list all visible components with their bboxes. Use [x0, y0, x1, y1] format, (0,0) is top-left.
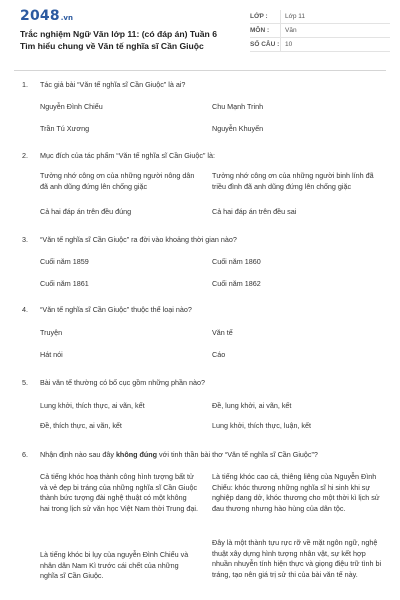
option-d[interactable]: Cáo	[212, 350, 226, 359]
option-b[interactable]: Chu Mạnh Trinh	[212, 102, 264, 111]
option-b[interactable]: Là tiếng khóc cao cả, thiêng liêng của Nguyễn Đình Chiểu: khóc thương những nghĩa sĩ hi sinh khi sự nghiệp dang dở, khóc thương cho một thời kì lịch sử đau thương nhưng hào hùng của dân tộc.	[212, 472, 380, 513]
question-text: “Văn tế nghĩa sĩ Cần Giuộc” thuộc thể loại nào?	[40, 305, 192, 314]
question-text-emphasis: không đúng	[115, 450, 158, 459]
meta-label: MÔN :	[250, 27, 270, 34]
option-a[interactable]: Cuối năm 1859	[40, 257, 89, 266]
option-d[interactable]: Đây là một thành tựu rực rỡ về mặt ngôn ngữ, nghệ thuật xây dựng hình tượng nhân vật, sự kết hợp nhuần nhuyễn tính hiện thực và giọng điệu trữ tình bi tráng, tạo nên giá trị sử thi của bài văn tế này.	[212, 538, 382, 579]
question-number: 4.	[22, 305, 28, 314]
header-divider	[14, 70, 386, 71]
question-text: “Văn tế nghĩa sĩ Cần Giuộc” ra đời vào khoảng thời gian nào?	[40, 235, 237, 244]
meta-row-class	[250, 10, 390, 24]
meta-row-subject	[250, 24, 390, 38]
option-c[interactable]: Cả hai đáp án trên đều đúng	[40, 207, 132, 216]
option-a[interactable]: Truyện	[40, 328, 63, 337]
option-b[interactable]: Tưởng nhớ công ơn của những người binh lính đã triều đình đã anh dũng đứng lên chống giặc	[212, 171, 374, 191]
option-c[interactable]: Trần Tú Xương	[40, 124, 90, 133]
page-title: Trắc nghiệm Ngữ Văn lớp 11: (có đáp án) Tuần 6 Tìm hiểu chung về Văn tế nghĩa sĩ Cần Giuộc	[20, 29, 217, 51]
header	[0, 0, 400, 64]
question-number: 5.	[22, 378, 28, 387]
meta-value: 10	[280, 38, 292, 51]
logo-suffix: .vn	[60, 14, 73, 22]
option-a[interactable]: Lung khởi, thích thực, ai vãn, kết	[40, 401, 145, 410]
question-text: Mục đích của tác phẩm “Văn tế nghĩa sĩ Cần Giuộc” là:	[40, 151, 215, 160]
option-b[interactable]: Cuối năm 1860	[212, 257, 261, 266]
option-c[interactable]: Hát nói	[40, 350, 63, 359]
question-number: 2.	[22, 151, 28, 160]
option-b[interactable]: Đề, lung khởi, ai vãn, kết	[212, 401, 292, 410]
option-c[interactable]: Cuối năm 1861	[40, 279, 89, 288]
meta-row-count	[250, 38, 390, 52]
question-number: 1.	[22, 80, 28, 89]
meta-label: LỚP :	[250, 13, 268, 20]
option-c[interactable]: Đề, thích thực, ai vãn, kết	[40, 421, 122, 430]
option-c[interactable]: Là tiếng khóc bi lụy của nguyễn Đình Chiểu và nhân dân Nam Kì trước cái chết của những nghĩa sĩ Cần Giuộc.	[40, 550, 189, 580]
question-text: Bài văn tế thường có bố cục gồm những phần nào?	[40, 378, 205, 387]
option-b[interactable]: Văn tế	[212, 328, 233, 337]
option-a[interactable]: Nguyễn Đình Chiểu	[40, 102, 103, 111]
question-number: 6.	[22, 450, 28, 459]
option-d[interactable]: Nguyễn Khuyến	[212, 124, 264, 133]
option-d[interactable]: Cả hai đáp án trên đều sai	[212, 207, 297, 216]
question-text-lead: Nhận định nào sau đây	[40, 450, 116, 459]
question-number: 3.	[22, 235, 28, 244]
option-a[interactable]: Tưởng nhớ công ơn của những người nông dân đã anh dũng đứng lên chống giặc	[40, 171, 195, 191]
logo-text: 2048	[20, 8, 60, 24]
question-text	[40, 450, 380, 460]
meta-label: SỐ CÂU :	[250, 41, 280, 48]
question-text: Tác giả bài “Văn tế nghĩa sĩ Cần Giuộc” là ai?	[40, 80, 186, 89]
option-d[interactable]: Lung khởi, thích thực, luận, kết	[212, 421, 312, 430]
meta-table	[250, 10, 390, 52]
option-d[interactable]: Cuối năm 1862	[212, 279, 261, 288]
meta-value: Lớp 11	[280, 10, 305, 23]
question-text-tail: với tinh thần bài thơ “Văn tế nghĩa sĩ Cần Giuộc”?	[157, 450, 318, 459]
option-a[interactable]: Cả tiếng khóc hoạ thành công hình tượng bất tử và vẻ đẹp bi tráng của những nghĩa sĩ Cần Giuộc thành bức tượng đài nghệ thuật có một không hai trong lịch sử văn học Việt Nam thời Trung đại.	[40, 472, 199, 513]
meta-value: Văn	[280, 24, 297, 37]
